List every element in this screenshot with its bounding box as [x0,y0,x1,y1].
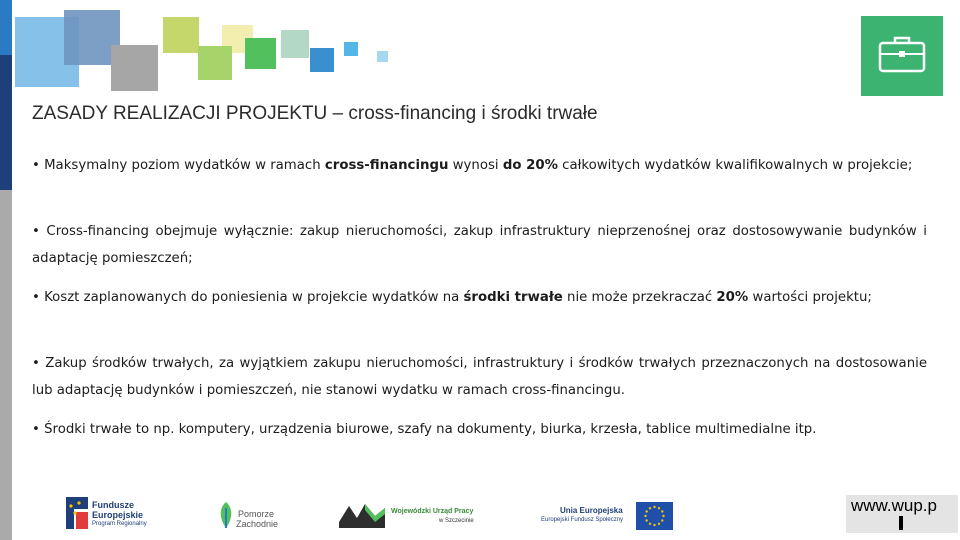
bullet-cross-financing-scope: • Cross-financing obejmuje wyłącznie: zakup nieruchomości, zakup infrastruktury nieprzenośnej oraz dostosowywanie budynków i adaptację pomieszczeń; [32,224,927,266]
briefcase-tile [861,16,943,96]
bullet-fixed-assets-examples: • Środki trwałe to np. komputery, urządzenia biurowe, szafy na dokumenty, biurka, krzesła, tablice multimedialne itp. [32,422,817,437]
tile-small-sky [344,42,358,56]
logo-pomorze-zachodnie [215,500,285,532]
left-stripe-mid [0,55,12,190]
logo-wup-szczecin [337,500,482,532]
tile-light-green [198,46,232,80]
page-title: ZASADY REALIZACJI PROJEKTU – cross-financing i środki trwałe [32,103,598,124]
tile-blue [310,48,334,72]
tile-mint [281,30,309,58]
fe-line-3: Program Regionalny [92,521,147,527]
bullet-max-cross-financing: • Maksymalny poziom wydatków w ramach cross-financingu wynosi do 20% całkowitych wydatków kwalifikowalnych w projekcie; [32,158,913,173]
website-link-tail [899,516,903,530]
website-link[interactable]: www.wup.p [851,496,937,515]
logo-unia-europejska [540,502,674,532]
bullet-fixed-assets-limit: • Koszt zaplanowanych do poniesienia w projekcie wydatków na środki trwałe nie może przekraczać 20% wartości projektu; [32,290,872,305]
tile-grey [111,45,158,91]
briefcase-icon [877,34,927,78]
ue-line-1: Unia Europejska [560,506,623,515]
fe-line-2: Europejskie [92,510,144,520]
ue-line-2: Europejski Fundusz Społeczny [541,517,624,523]
pz-line-2: Zachodnie [236,519,279,529]
tile-lime [163,17,199,53]
tile-tiny-sky [377,51,388,62]
wup-line-1: Wojewódzki Urząd Pracy [391,508,474,515]
eu-flag-icon [636,502,673,530]
pz-line-1: Pomorze [238,509,275,519]
left-stripe-bottom [0,190,12,540]
wup-line-2: w Szczecinie [439,518,474,524]
fe-line-1: Fundusze [92,500,134,510]
logo-fundusze-europejskie [66,497,161,531]
left-stripe-top [0,0,12,55]
bullet-fixed-assets-purchase: • Zakup środków trwałych, za wyjątkiem zakupu nieruchomości, infrastruktury i środków trwałych przeznaczonych na dostosowanie lub adaptację budynków i pomieszczeń, nie stanowi wydatku w ramach cross-financingu. [32,356,928,398]
tile-green [245,38,276,69]
